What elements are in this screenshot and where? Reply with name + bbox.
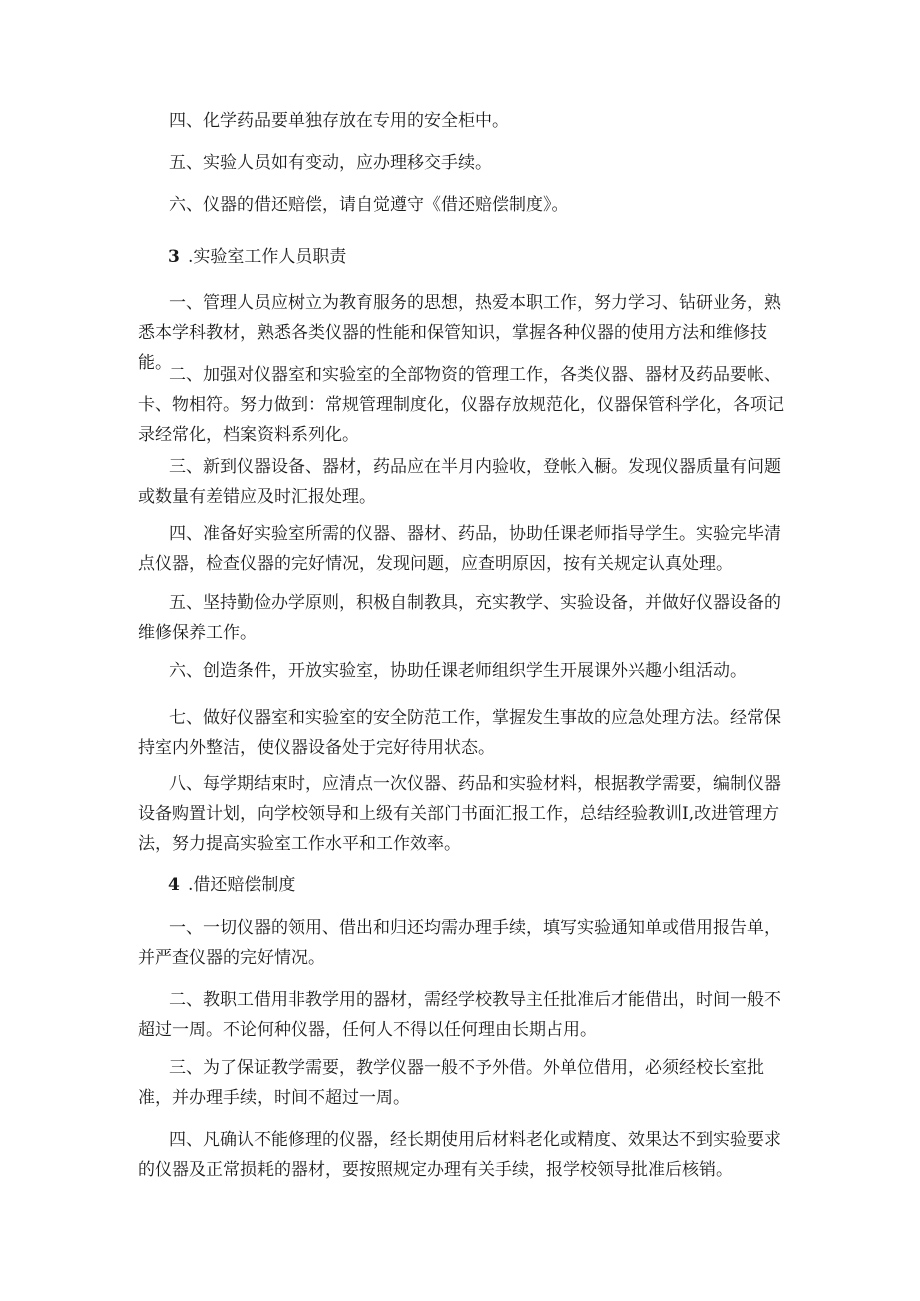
borrow-item-1: 一、一切仪器的领用、借出和归还均需办理手续，填写实验通知单或借用报告单，并严查仪器的完好情况。 (138, 918, 781, 968)
section-number: 4 (168, 875, 180, 895)
paragraph-borrow-rule: 六、仪器的借还赔偿，请自觉遵守《借还赔偿制度》。 (169, 195, 569, 215)
paragraph-staff-change: 五、实验人员如有变动，应办理移交手续。 (169, 153, 492, 173)
paragraph-chemicals: 四、化学药品要单独存放在专用的安全柜中。 (169, 111, 509, 131)
duty-item-3: 三、新到仪器设备、器材，药品应在半月内验收，登帐入橱。发现仪器质量有问题或数量有差错应及时汇报处理。 (138, 457, 781, 507)
section-number: 3 (168, 247, 180, 267)
borrow-item-3: 三、为了保证教学需要，教学仪器一般不予外借。外单位借用，必须经校长室批准，并办理手续，时间不超过一周。 (138, 1058, 764, 1108)
duty-item-5: 五、坚持勤俭办学原则，积极自制教具，充实教学、实验设备，并做好仪器设备的维修保养工作。 (138, 593, 781, 643)
duty-item-7: 七、做好仪器室和实验室的安全防范工作，掌握发生事故的应急处理方法。经常保持室内外整洁，使仪器设备处于完好待用状态。 (138, 708, 781, 758)
borrow-item-2: 二、教职工借用非教学用的器材，需经学校教导主任批准后才能借出，时间一般不超过一周。不论何种仪器，任何人不得以任何理由长期占用。 (138, 990, 781, 1040)
section-title: .实验室工作人员职责 (188, 247, 347, 267)
duty-item-1: 一、管理人员应树立为教育服务的思想，热爱本职工作，努力学习、钻研业务，熟悉本学科教材，熟悉各类仪器的性能和保管知识，掌握各种仪器的使用方法和维修技能。 (138, 293, 781, 373)
duty-item-2: 二、加强对仪器室和实验室的全部物资的管理工作，各类仪器、器材及药品要帐、卡、物相符。努力做到：常规管理制度化，仪器存放规范化，仪器保管科学化，各项记录经常化，档案资料系列化。 (138, 365, 784, 445)
borrow-item-4: 四、凡确认不能修理的仪器，经长期使用后材料老化或精度、效果达不到实验要求的仪器及正常损耗的器材，要按照规定办理有关手续，报学校领导批准后核销。 (138, 1130, 781, 1180)
duty-item-6: 六、创造条件，开放实验室，协助任课老师组织学生开展课外兴趣小组活动。 (169, 661, 747, 681)
duty-item-4: 四、准备好实验室所需的仪器、器材、药品，协助任课老师指导学生。实验完毕清点仪器，检查仪器的完好情况，发现问题，应查明原因，按有关规定认真处理。 (138, 524, 781, 574)
duty-item-8: 八、每学期结束时，应清点一次仪器、药品和实验材料，根据教学需要，编制仪器设备购置计划，向学校领导和上级有关部门书面汇报工作，总结经验教训I,改进管理方法，努力提高实验室工作水平和工作效率。 (138, 774, 781, 854)
section-title: .借还赔偿制度 (188, 875, 296, 895)
section-heading-4 (168, 870, 295, 900)
section-heading-3 (168, 242, 346, 272)
